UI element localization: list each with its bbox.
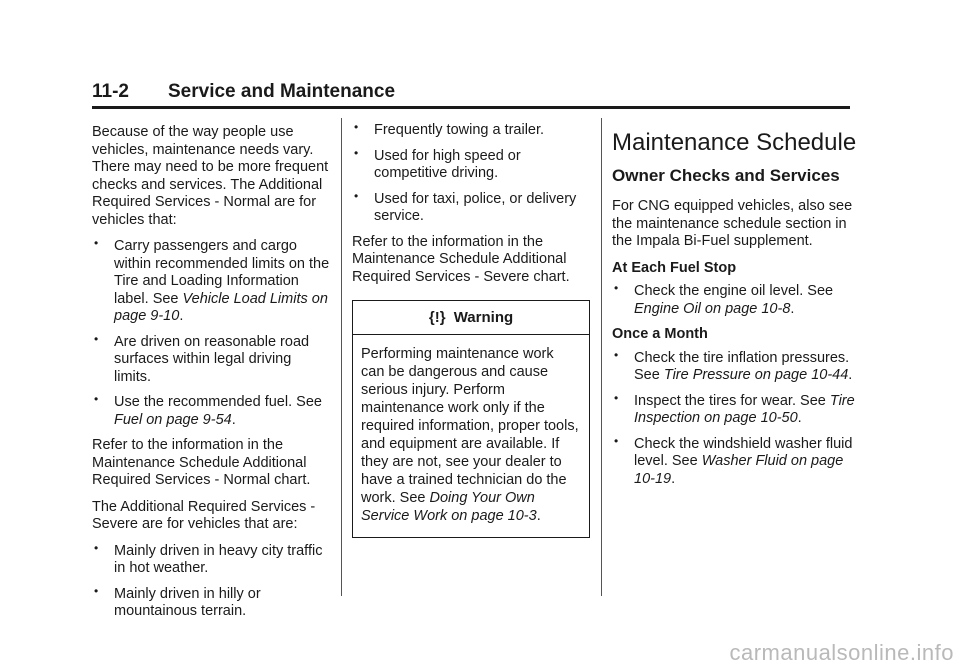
chapter-heading: Maintenance Schedule — [612, 129, 857, 156]
cross-reference-link[interactable]: Doing Your Own Service Work on page 10-3 — [361, 490, 537, 524]
refer-normal-paragraph: Refer to the information in the Maintenance Schedule Additional Required Services - Normal chart. — [92, 437, 311, 488]
column-1 — [92, 124, 332, 629]
cross-reference-link[interactable]: Fuel on page 9-54 — [114, 411, 232, 428]
severe-list-continued — [352, 122, 592, 226]
warning-header — [353, 301, 589, 335]
monthly-list — [612, 350, 857, 489]
fuel-stop-label: At Each Fuel Stop — [612, 259, 737, 276]
cng-paragraph: For CNG equipped vehicles, also see the maintenance schedule section in the Impala Bi-Fuel supplement. — [612, 198, 853, 249]
list-item: • Mainly driven in heavy city traffic in hot weather. — [92, 543, 332, 578]
watermark: carmanualsonline.info — [729, 640, 954, 665]
severe-list — [92, 543, 332, 621]
column-divider — [601, 118, 602, 596]
column-2 — [352, 122, 592, 538]
list-item: • Check the engine oil level. See Engine Oil on page 10-8. — [612, 283, 857, 318]
list-item: • Mainly driven in hilly or mountainous terrain. — [92, 586, 332, 621]
list-item: • Used for high speed or competitive driving. — [352, 148, 592, 183]
cross-reference-link[interactable]: Engine Oil on page 10-8 — [634, 300, 791, 317]
list-item: • Frequently towing a trailer. — [352, 122, 592, 140]
page-number: 11-2 — [92, 81, 129, 102]
warning-title: Warning — [453, 309, 514, 326]
list-item: • Carry passengers and cargo within recommended limits on the Tire and Loading Information label. See Vehicle Load Limits on page 9-10. — [92, 238, 332, 326]
fuel-stop-list — [612, 283, 857, 318]
column-divider — [341, 118, 342, 596]
cross-reference-link[interactable]: Tire Pressure on page 10-44 — [663, 367, 849, 383]
severe-intro-paragraph: The Additional Required Services - Severe are for vehicles that are: — [92, 498, 316, 532]
list-item: • Use the recommended fuel. See Fuel on page 9-54. — [92, 394, 332, 429]
monthly-label: Once a Month — [612, 326, 708, 342]
list-item: • Check the tire inflation pressures. See Tire Pressure on page 10-44. — [612, 350, 857, 385]
section-title: Service and Maintenance — [168, 81, 396, 102]
list-item: • Check the windshield washer fluid level. See Washer Fluid on page 10-19. — [612, 436, 857, 489]
list-item: • Used for taxi, police, or delivery service. — [352, 191, 592, 226]
refer-severe-paragraph: Refer to the information in the Maintenance Schedule Additional Required Services - Severe chart. — [352, 233, 570, 285]
list-item: • Inspect the tires for wear. See Tire Inspection on page 10-50. — [612, 393, 857, 428]
normal-list — [92, 238, 332, 429]
warning-icon: {!} — [428, 309, 446, 326]
cross-reference-link[interactable]: Tire Inspection on page 10-50 — [634, 392, 855, 426]
warning-body: Performing maintenance work can be dangerous and cause serious injury. Perform maintenance work only if the required information, proper tools, and equipment are available. If they are not, see your dealer to have a trained technician do the work. See Doing Your Own Service Work on page 10-3. — [361, 346, 579, 524]
cross-reference-link[interactable]: Vehicle Load Limits on page 9-10 — [114, 290, 328, 324]
cross-reference-link[interactable]: Washer Fluid on page 10-19 — [634, 453, 844, 487]
list-item: • Are driven on reasonable road surfaces within legal driving limits. — [92, 334, 332, 387]
subsection-heading: Owner Checks and Services — [612, 166, 840, 185]
warning-box — [352, 300, 590, 538]
intro-paragraph: Because of the way people use vehicles, maintenance needs vary. There may need to be more frequent checks and services. The Additional Required Services - Normal are for vehicles that: — [92, 124, 329, 228]
column-3 — [612, 126, 857, 496]
page-header — [92, 80, 850, 109]
